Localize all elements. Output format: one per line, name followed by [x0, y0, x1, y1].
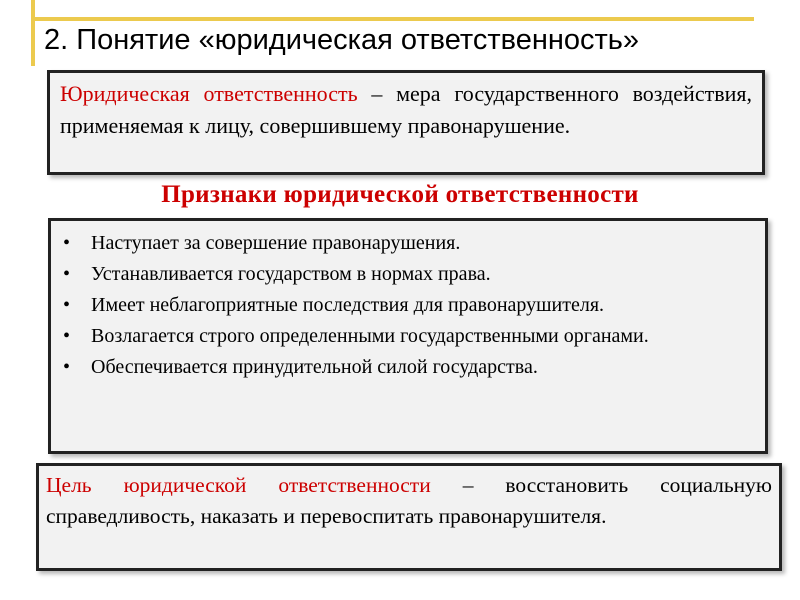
list-item: [59, 290, 757, 321]
goal-box: [36, 463, 782, 571]
bullet-icon: •: [63, 294, 71, 316]
goal-term: Цель юридической ответственности: [46, 473, 431, 497]
list-item: [59, 259, 757, 290]
sign-text: Возлагается строго определенными государственными органами.: [91, 325, 649, 347]
sign-text: Наступает за совершение правонарушения.: [91, 232, 461, 254]
title-decor-horizontal-bar: [31, 17, 754, 21]
definition-text: – мера государственного воздействия, применяемая к лицу, совершившему правонарушение.: [60, 81, 752, 138]
list-item: [59, 352, 757, 383]
sign-text: Имеет неблагоприятные последствия для правонарушителя.: [91, 294, 605, 316]
goal-text: – восстановить социальную справедливость, наказать и перевоспитать правонарушителя.: [46, 473, 772, 528]
sign-text: Обеспечивается принудительной силой государства.: [91, 356, 538, 378]
bullet-icon: •: [63, 263, 71, 285]
list-item: [59, 321, 757, 352]
signs-list: [59, 228, 757, 383]
bullet-icon: •: [63, 232, 71, 254]
bullet-icon: •: [63, 325, 71, 347]
slide-title: 2. Понятие «юридическая ответственность»: [44, 24, 640, 56]
definition-paragraph: [60, 78, 752, 142]
goal-paragraph: [46, 470, 772, 532]
signs-box: [48, 218, 768, 454]
bullet-icon: •: [63, 356, 71, 378]
definition-term: Юридическая ответственность: [60, 81, 358, 106]
definition-box: [47, 70, 765, 175]
list-item: [59, 228, 757, 259]
signs-heading: Признаки юридической ответственности: [161, 181, 639, 208]
title-decor-vertical-bar: [31, 0, 35, 66]
sign-text: Устанавливается государством в нормах права.: [91, 263, 491, 285]
